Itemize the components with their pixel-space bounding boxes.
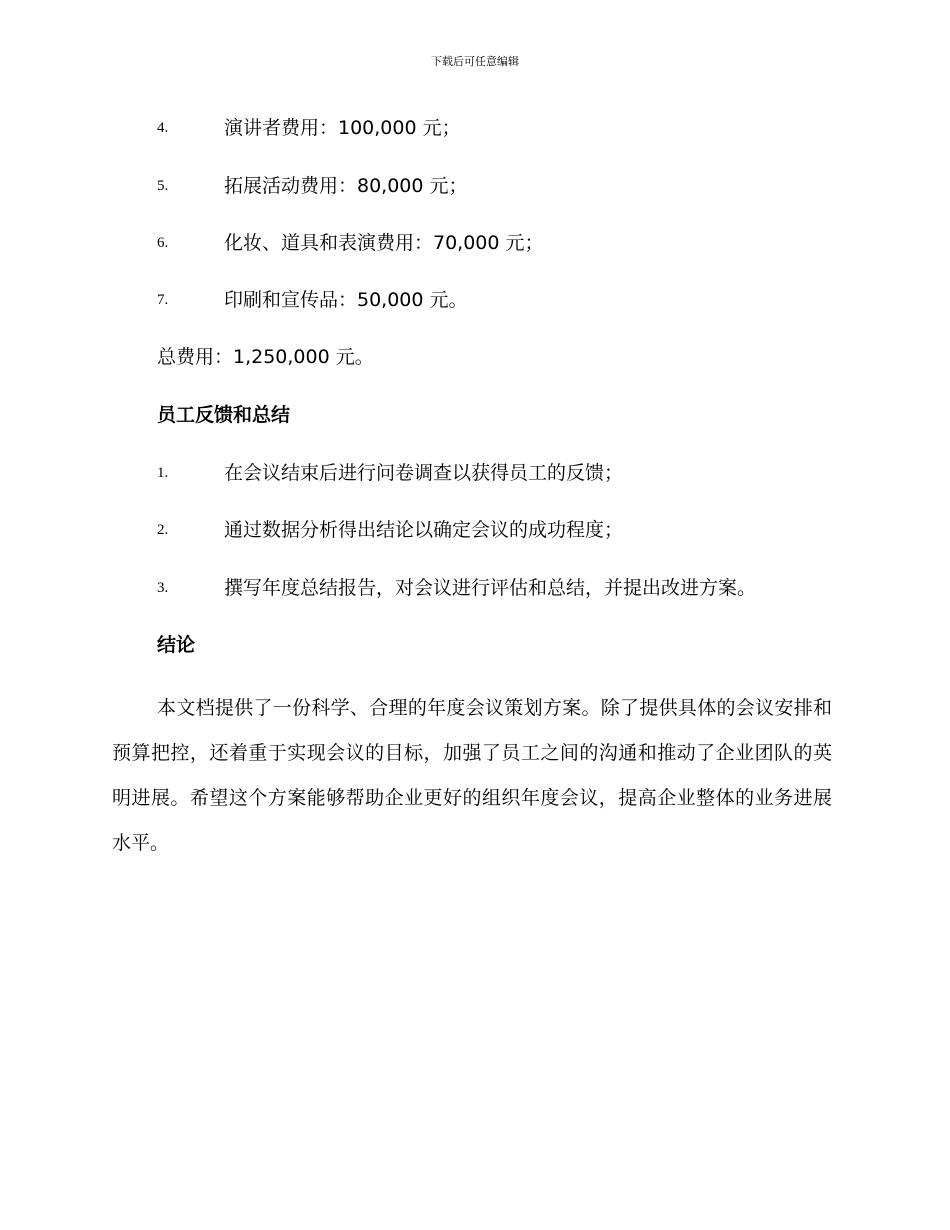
section-heading-feedback: 员工反馈和总结 [157,404,291,426]
list-number: 3. [157,580,169,596]
list-item-text: 印刷和宣传品：50,000 元。 [224,289,468,311]
list-item-text: 化妆、道具和表演费用：70,000 元； [224,232,544,254]
conclusion-paragraph: 本文档提供了一份科学、合理的年度会议策划方案。除了提供具体的会议安排和预算把控，还着重于实现会议的目标，加强了员工之间的沟通和推动了企业团队的英明进展。希望这个方案能够帮助企业更好的组织年度会议，提高企业整体的业务进展水平。 [112,697,832,854]
list-item-text: 演讲者费用：100,000 元； [224,117,461,139]
section-heading-conclusion: 结论 [157,634,196,656]
list-item-text: 撰写年度总结报告，对会议进行评估和总结，并提出改进方案。 [224,577,757,599]
list-number: 7. [157,292,169,308]
list-number: 4. [157,120,169,136]
list-item-text: 通过数据分析得出结论以确定会议的成功程度； [224,519,624,541]
page-header-note: 下载后可任意编辑 [431,55,519,68]
list-number: 5. [157,178,169,194]
list-number: 6. [157,235,169,251]
total-cost: 总费用：1,250,000 元。 [157,346,374,368]
list-number: 1. [157,465,169,481]
list-item-text: 在会议结束后进行问卷调查以获得员工的反馈； [224,462,624,484]
list-number: 2. [157,522,169,538]
list-item-text: 拓展活动费用：80,000 元； [224,175,468,197]
